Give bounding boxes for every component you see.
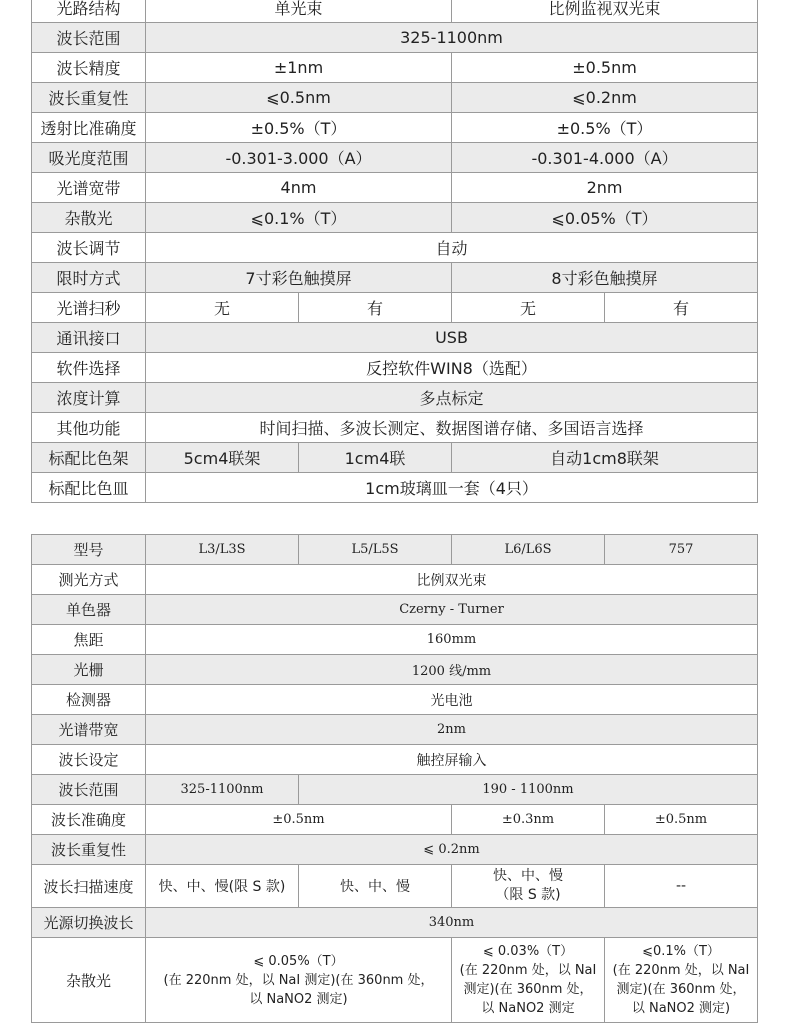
cell-value: 自动1cm8联架 [452, 443, 758, 473]
table-row [32, 383, 758, 413]
cell-value: -0.301-4.000（A） [452, 143, 758, 173]
row-label: 其他功能 [32, 413, 146, 443]
row-label: 光栅 [32, 655, 146, 685]
cell-value: 快、中、慢 [299, 865, 452, 908]
cell-value: 1cm玻璃皿一套（4只） [146, 473, 758, 503]
row-label: 波长准确度 [32, 805, 146, 835]
cell-value: 时间扫描、多波长测定、数据图谱存储、多国语言选择 [146, 413, 758, 443]
cell-value [452, 865, 605, 908]
cell-line: (在 220nm 处，以 NaI 测定)(在 360nm 处， [163, 972, 434, 988]
cell-value: 2nm [452, 173, 758, 203]
cell-line: 测定)(在 360nm 处， [463, 982, 593, 997]
cell-value: 光电池 [146, 685, 758, 715]
cell-value: 1cm4联 [299, 443, 452, 473]
cell-value: ±0.5nm [146, 805, 452, 835]
cell-value: ±0.5%（T） [452, 113, 758, 143]
row-label: 浓度计算 [32, 383, 146, 413]
cell-value: 比例监视双光束 [452, 0, 758, 23]
cell-value: 触控屏输入 [146, 745, 758, 775]
row-label: 焦距 [32, 625, 146, 655]
row-label: 光谱扫秒 [32, 293, 146, 323]
cell-value: 反控软件WIN8（选配） [146, 353, 758, 383]
row-label: 光路结构 [32, 0, 146, 23]
table-header-row [32, 535, 758, 565]
row-label: 单色器 [32, 595, 146, 625]
row-label: 检测器 [32, 685, 146, 715]
table-row [32, 0, 758, 23]
cell-value: 4nm [146, 173, 452, 203]
cell-value: -- [605, 865, 758, 908]
table-row [32, 53, 758, 83]
table-row [32, 938, 758, 1023]
cell-line: （限 S 款) [495, 887, 561, 903]
model-header: 757 [605, 535, 758, 565]
row-label: 通讯接口 [32, 323, 146, 353]
cell-value: 5cm4联架 [146, 443, 299, 473]
table-row [32, 473, 758, 503]
row-label: 波长精度 [32, 53, 146, 83]
cell-value: Czerny - Turner [146, 595, 758, 625]
spec-table-2 [31, 534, 758, 1023]
cell-value: ±1nm [146, 53, 452, 83]
cell-value: 325-1100nm [146, 23, 758, 53]
table-row [32, 263, 758, 293]
row-label: 波长设定 [32, 745, 146, 775]
row-label: 标配比色皿 [32, 473, 146, 503]
cell-value: 无 [452, 293, 605, 323]
cell-value: 多点标定 [146, 383, 758, 413]
cell-value: ⩽0.5nm [146, 83, 452, 113]
table-row [32, 323, 758, 353]
table-row [32, 233, 758, 263]
row-label: 光谱宽带 [32, 173, 146, 203]
cell-value [605, 938, 758, 1023]
table-row [32, 413, 758, 443]
table-row [32, 353, 758, 383]
cell-line: ⩽0.1%（T） [642, 944, 720, 959]
cell-line: 以 NaNO2 测定) [631, 1001, 731, 1016]
cell-value: 比例双光束 [146, 565, 758, 595]
model-header: L6/L6S [452, 535, 605, 565]
cell-line: 以 NaNO2 测定) [249, 991, 348, 1007]
row-label: 软件选择 [32, 353, 146, 383]
table-row [32, 908, 758, 938]
table-row [32, 775, 758, 805]
cell-value: 有 [605, 293, 758, 323]
table-row [32, 565, 758, 595]
cell-value: 无 [146, 293, 299, 323]
table-row [32, 143, 758, 173]
cell-value: ±0.3nm [452, 805, 605, 835]
cell-value: 快、中、慢(限 S 款) [146, 865, 299, 908]
table-row [32, 23, 758, 53]
table-row [32, 83, 758, 113]
cell-value: 1200 线/mm [146, 655, 758, 685]
table-row [32, 595, 758, 625]
table-row [32, 625, 758, 655]
cell-value: 2nm [146, 715, 758, 745]
table-row [32, 173, 758, 203]
cell-value: 自动 [146, 233, 758, 263]
cell-value [452, 938, 605, 1023]
header-label: 型号 [32, 535, 146, 565]
table-row [32, 655, 758, 685]
table-row [32, 835, 758, 865]
table-row [32, 113, 758, 143]
spec-table-1 [31, 0, 758, 503]
cell-line: 快、中、慢 [493, 868, 563, 884]
cell-value: ⩽0.2nm [452, 83, 758, 113]
cell-value: 有 [299, 293, 452, 323]
cell-value: ⩽0.05%（T） [452, 203, 758, 233]
cell-value: ⩽0.1%（T） [146, 203, 452, 233]
table-row [32, 685, 758, 715]
cell-value: USB [146, 323, 758, 353]
row-label: 波长重复性 [32, 835, 146, 865]
model-header: L5/L5S [299, 535, 452, 565]
row-label: 吸光度范围 [32, 143, 146, 173]
cell-value: ⩽ 0.2nm [146, 835, 758, 865]
row-label: 光谱带宽 [32, 715, 146, 745]
row-label: 波长扫描速度 [32, 865, 146, 908]
cell-value: ±0.5%（T） [146, 113, 452, 143]
table-row [32, 293, 758, 323]
cell-value: 7寸彩色触摸屏 [146, 263, 452, 293]
cell-value: 190 - 1100nm [299, 775, 758, 805]
cell-value: 340nm [146, 908, 758, 938]
cell-line: 测定)(在 360nm 处， [616, 982, 746, 997]
cell-line: (在 220nm 处，以 NaI [612, 963, 750, 978]
row-label: 杂散光 [32, 938, 146, 1023]
cell-value: 单光束 [146, 0, 452, 23]
table-row [32, 203, 758, 233]
row-label: 波长范围 [32, 23, 146, 53]
row-label: 波长范围 [32, 775, 146, 805]
cell-value: 8寸彩色触摸屏 [452, 263, 758, 293]
cell-value [146, 938, 452, 1023]
table-row [32, 805, 758, 835]
cell-line: ⩽ 0.05%（T） [253, 953, 344, 969]
cell-value: 160mm [146, 625, 758, 655]
row-label: 波长重复性 [32, 83, 146, 113]
table-row [32, 865, 758, 908]
row-label: 杂散光 [32, 203, 146, 233]
cell-line: 以 NaNO2 测定 [481, 1001, 575, 1016]
cell-value: 325-1100nm [146, 775, 299, 805]
cell-line: ⩽ 0.03%（T） [482, 944, 574, 959]
table-row [32, 745, 758, 775]
row-label: 透射比准确度 [32, 113, 146, 143]
row-label: 测光方式 [32, 565, 146, 595]
row-label: 标配比色架 [32, 443, 146, 473]
cell-value: -0.301-3.000（A） [146, 143, 452, 173]
row-label: 波长调节 [32, 233, 146, 263]
row-label: 光源切换波长 [32, 908, 146, 938]
table-row [32, 715, 758, 745]
cell-line: (在 220nm 处，以 NaI [459, 963, 597, 978]
table-row [32, 443, 758, 473]
row-label: 限时方式 [32, 263, 146, 293]
cell-value: ±0.5nm [452, 53, 758, 83]
model-header: L3/L3S [146, 535, 299, 565]
cell-value: ±0.5nm [605, 805, 758, 835]
